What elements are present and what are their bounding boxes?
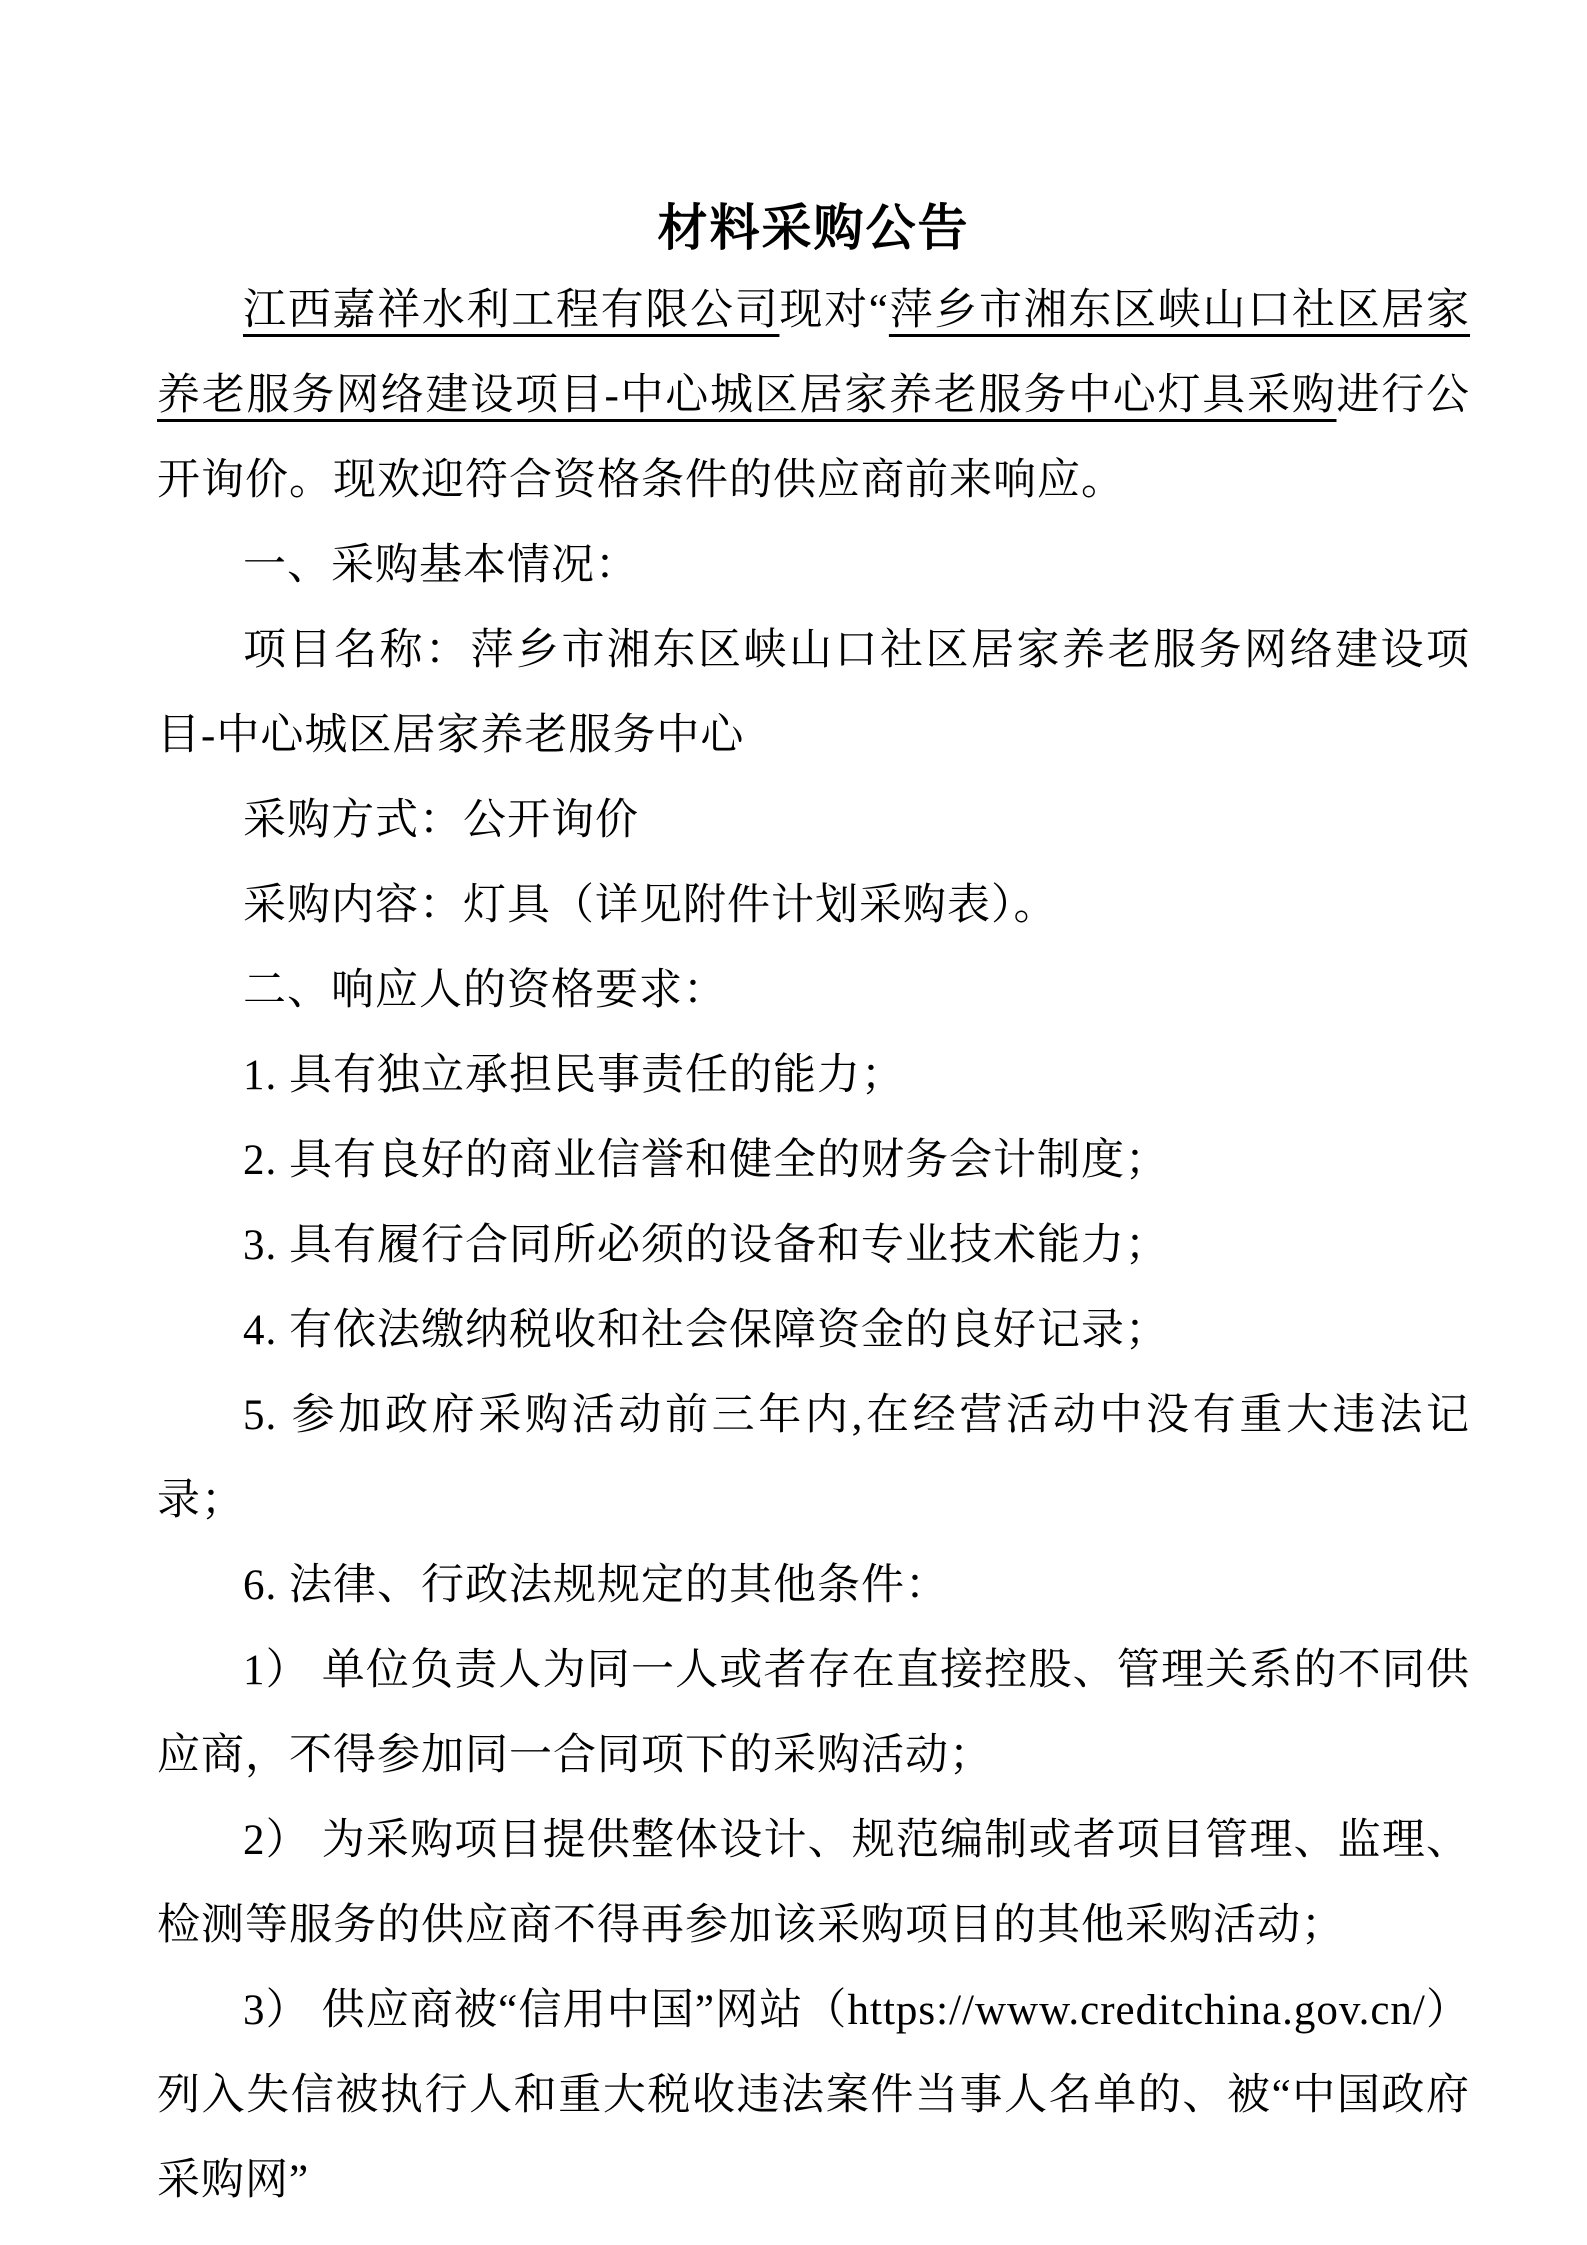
paragraph	[157, 1968, 1470, 2223]
underlined-text: 萍乡市湘东区峡山口社区居家养老服务网络建设项目-中心城区居家养老服务中心灯具采购	[157, 287, 1471, 419]
text-segment: 一、采购基本情况：	[243, 542, 639, 589]
document-body	[157, 268, 1470, 2223]
text-segment: 4. 有依法缴纳税收和社会保障资金的良好记录；	[243, 1307, 1169, 1354]
text-segment: 3. 具有履行合同所必须的设备和专业技术能力；	[243, 1222, 1169, 1269]
paragraph	[157, 608, 1470, 778]
text-segment: 进行公开询价。现欢迎符合资格条件的供应商前来响应。	[157, 372, 1470, 504]
text-segment: 项目名称：萍乡市湘东区峡山口社区居家养老服务网络建设项目-中心城区居家养老服务中心	[157, 627, 1470, 759]
paragraph	[157, 778, 1470, 863]
underlined-text: 江西嘉祥水利工程有限公司	[243, 287, 780, 334]
text-segment: 1） 单位负责人为同一人或者存在直接控股、管理关系的不同供应商，不得参加同一合同项下的采购活动；	[157, 1647, 1470, 1779]
text-segment: 6. 法律、行政法规规定的其他条件：	[243, 1562, 949, 1609]
paragraph	[157, 268, 1470, 523]
text-segment: 2. 具有良好的商业信誉和健全的财务会计制度；	[243, 1137, 1169, 1184]
page-title: 材料采购公告	[657, 200, 970, 256]
text-segment: 2） 为采购项目提供整体设计、规范编制或者项目管理、监理、检测等服务的供应商不得再参加该采购项目的其他采购活动；	[157, 1817, 1470, 1949]
text-segment: 采购内容：灯具（详见附件计划采购表）。	[243, 882, 1058, 929]
text-segment: 二、响应人的资格要求：	[243, 967, 727, 1014]
paragraph	[157, 1118, 1470, 1203]
text-segment: 1. 具有独立承担民事责任的能力；	[243, 1052, 905, 1099]
paragraph	[157, 523, 1470, 608]
paragraph	[157, 1373, 1470, 1543]
paragraph	[157, 1543, 1470, 1628]
text-segment: 5. 参加政府采购活动前三年内,在经营活动中没有重大违法记录；	[157, 1392, 1470, 1524]
paragraph	[157, 1288, 1470, 1373]
text-segment: 采购方式：公开询价	[243, 797, 639, 844]
paragraph	[157, 1628, 1470, 1798]
paragraph	[157, 948, 1470, 1033]
paragraph	[157, 1798, 1470, 1968]
text-segment: 3） 供应商被“信用中国”网站（https://www.creditchina.gov.cn/）列入失信被执行人和重大税收违法案件当事人名单的、被“中国政府采购网”	[157, 1987, 1470, 2204]
paragraph	[157, 863, 1470, 948]
paragraph	[157, 1203, 1470, 1288]
text-segment: 现对“	[779, 287, 889, 334]
paragraph	[157, 1033, 1470, 1118]
